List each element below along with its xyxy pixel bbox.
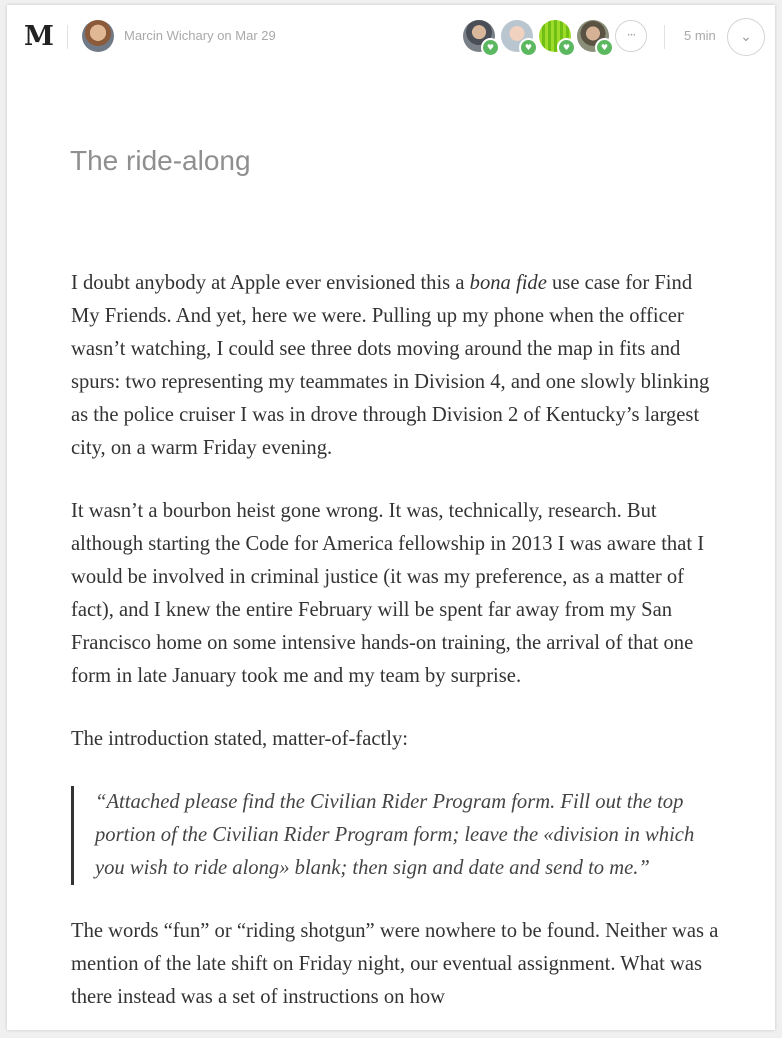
author-line (124, 28, 276, 43)
read-time: 5 min (684, 28, 716, 43)
paragraph: It wasn’t a bourbon heist gone wrong. It was, technically, research. But although starting the Code for America fellowship in 2013 I was aware that I would be involved in criminal justice (it was my preference, as a matter of fact), and I knew the entire February will be spent far away from my San Francisco home on some intensive hands-on training, the arrival of that one form in late January took me and my team by surprise. (71, 500, 705, 687)
divider (664, 25, 665, 49)
article-title: The ride-along (70, 145, 251, 176)
author-avatar[interactable] (82, 20, 114, 52)
heart-icon: ♥ (595, 38, 614, 57)
block-quote: “Attached please find the Civilian Rider Program form. Fill out the top portion of the Civilian Rider Program form; leave the «division in which you wish to ride along» blank; then sign and date and send to me.” (71, 786, 721, 885)
medium-logo[interactable]: M (24, 21, 53, 52)
paragraph-text: use case for Find My Friends. And yet, here we were. Pulling up my phone when the officer wasn’t watching, I could see three dots moving around the map in fits and spurs: two representing my teammates in Division 4, and one slowly blinking as the police cruiser I was in drove through Division 2 of Kentucky’s largest city, on a warm Friday evening. (71, 272, 710, 459)
heart-icon: ♥ (519, 38, 538, 57)
date-prefix: on (217, 28, 232, 43)
paragraph (71, 267, 721, 465)
post-date: Mar 29 (235, 28, 276, 43)
recommender-avatar[interactable] (539, 20, 571, 52)
paragraph: The words “fun” or “riding shotgun” were nowhere to be found. Neither was a mention of the late shift on Friday night, our eventual assignment. What was there instead was a set of instructions on how (71, 920, 719, 1008)
more-recommenders-button[interactable]: ··· (615, 20, 647, 52)
article-body (71, 267, 721, 1030)
heart-icon: ♥ (481, 38, 500, 57)
paragraph-emphasis: bona fide (469, 272, 547, 294)
heart-icon: ♥ (557, 38, 576, 57)
paragraph-text: I doubt anybody at Apple ever envisioned this a (71, 272, 470, 294)
recommender-avatar[interactable] (577, 20, 609, 52)
author-name[interactable]: Marcin Wichary (124, 28, 214, 43)
bottom-fade (7, 1016, 775, 1030)
top-bar (7, 5, 775, 69)
chevron-down-icon[interactable]: ⌄ (727, 18, 765, 56)
article-card (7, 5, 775, 1030)
divider (67, 25, 68, 49)
recommender-avatar[interactable] (463, 20, 495, 52)
paragraph: The introduction stated, matter-of-factly: (71, 728, 408, 750)
recommender-avatar[interactable] (501, 20, 533, 52)
